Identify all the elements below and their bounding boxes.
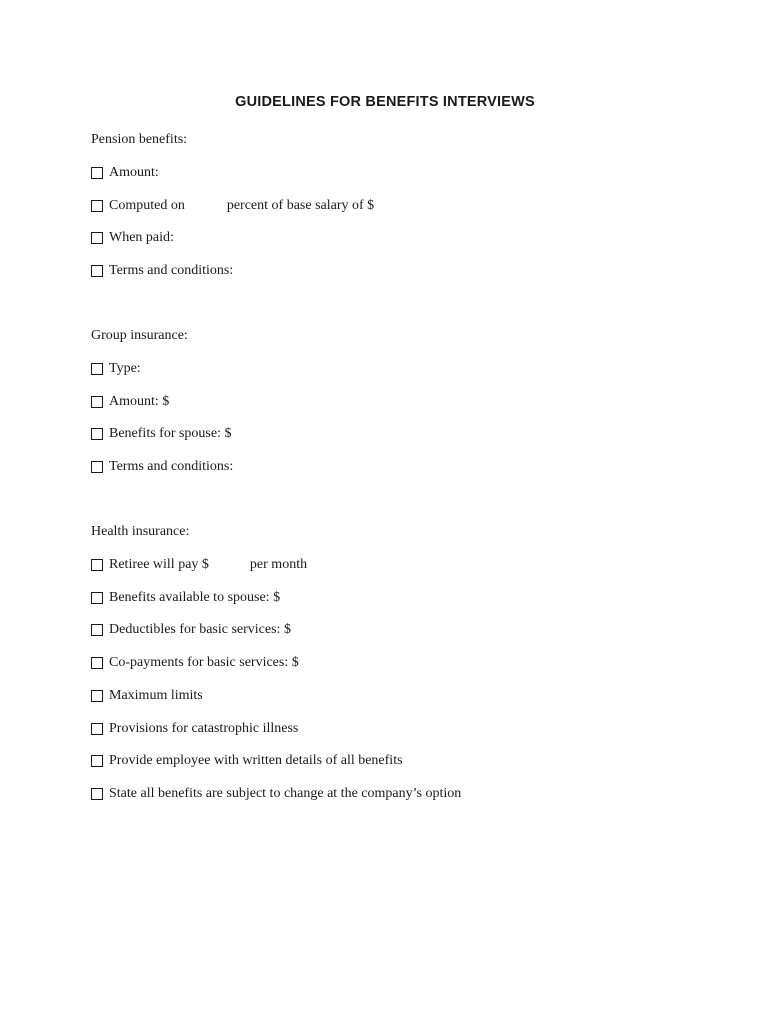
- group-terms-checkbox[interactable]: [91, 461, 103, 473]
- pension-computed-label: Computed on: [109, 198, 185, 213]
- health-maximum-checkbox[interactable]: [91, 690, 103, 702]
- health-spouse-row: [91, 589, 280, 607]
- group-terms-label: Terms and conditions:: [109, 459, 234, 474]
- pension-terms-checkbox[interactable]: [91, 265, 103, 277]
- health-subject-to-change-checkbox[interactable]: [91, 788, 103, 800]
- group-terms-row: [91, 458, 233, 476]
- health-copayments-label: Co-payments for basic services: $: [109, 655, 299, 670]
- pension-terms-row: [91, 262, 233, 280]
- group-heading: Group insurance:: [91, 328, 188, 343]
- health-deductibles-row: [91, 621, 291, 639]
- group-spouse-checkbox[interactable]: [91, 428, 103, 440]
- health-catastrophic-checkbox[interactable]: [91, 723, 103, 735]
- pension-amount-checkbox[interactable]: [91, 167, 103, 179]
- health-subject-to-change-label: State all benefits are subject to change at the company’s option: [109, 786, 462, 801]
- group-amount-row: [91, 393, 169, 411]
- group-amount-checkbox[interactable]: [91, 396, 103, 408]
- health-heading: Health insurance:: [91, 524, 190, 539]
- pension-computed-row: [91, 197, 374, 215]
- health-catastrophic-label: Provisions for catastrophic illness: [109, 721, 299, 736]
- health-maximum-row: [91, 687, 203, 705]
- health-spouse-checkbox[interactable]: [91, 592, 103, 604]
- group-spouse-row: [91, 425, 231, 443]
- health-retiree-row: [91, 556, 307, 574]
- health-written-details-checkbox[interactable]: [91, 755, 103, 767]
- health-written-details-row: [91, 752, 403, 770]
- pension-when-paid-label: When paid:: [109, 230, 174, 245]
- health-spouse-label: Benefits available to spouse: $: [109, 590, 281, 605]
- health-maximum-label: Maximum limits: [109, 688, 203, 703]
- health-retiree-suffix: per month: [249, 557, 308, 572]
- health-deductibles-label: Deductibles for basic services: $: [109, 622, 291, 637]
- page-title: GUIDELINES FOR BENEFITS INTERVIEWS: [235, 94, 535, 110]
- health-retiree-checkbox[interactable]: [91, 559, 103, 571]
- group-type-checkbox[interactable]: [91, 363, 103, 375]
- health-subject-to-change-row: [91, 785, 461, 803]
- pension-amount-row: [91, 164, 159, 182]
- health-written-details-label: Provide employee with written details of all benefits: [109, 753, 403, 768]
- group-spouse-label: Benefits for spouse: $: [109, 426, 232, 441]
- health-deductibles-checkbox[interactable]: [91, 624, 103, 636]
- group-type-row: [91, 360, 141, 378]
- pension-computed-suffix: percent of base salary of $: [226, 198, 375, 213]
- health-retiree-label: Retiree will pay $: [109, 557, 209, 572]
- pension-when-paid-row: [91, 229, 174, 247]
- health-copayments-checkbox[interactable]: [91, 657, 103, 669]
- pension-heading: Pension benefits:: [91, 132, 188, 147]
- group-amount-label: Amount: $: [109, 394, 170, 409]
- health-catastrophic-row: [91, 720, 298, 738]
- group-type-label: Type:: [109, 361, 141, 376]
- pension-when-paid-checkbox[interactable]: [91, 232, 103, 244]
- pension-computed-checkbox[interactable]: [91, 200, 103, 212]
- health-copayments-row: [91, 654, 299, 672]
- pension-terms-label: Terms and conditions:: [109, 263, 234, 278]
- pension-amount-label: Amount:: [109, 165, 159, 180]
